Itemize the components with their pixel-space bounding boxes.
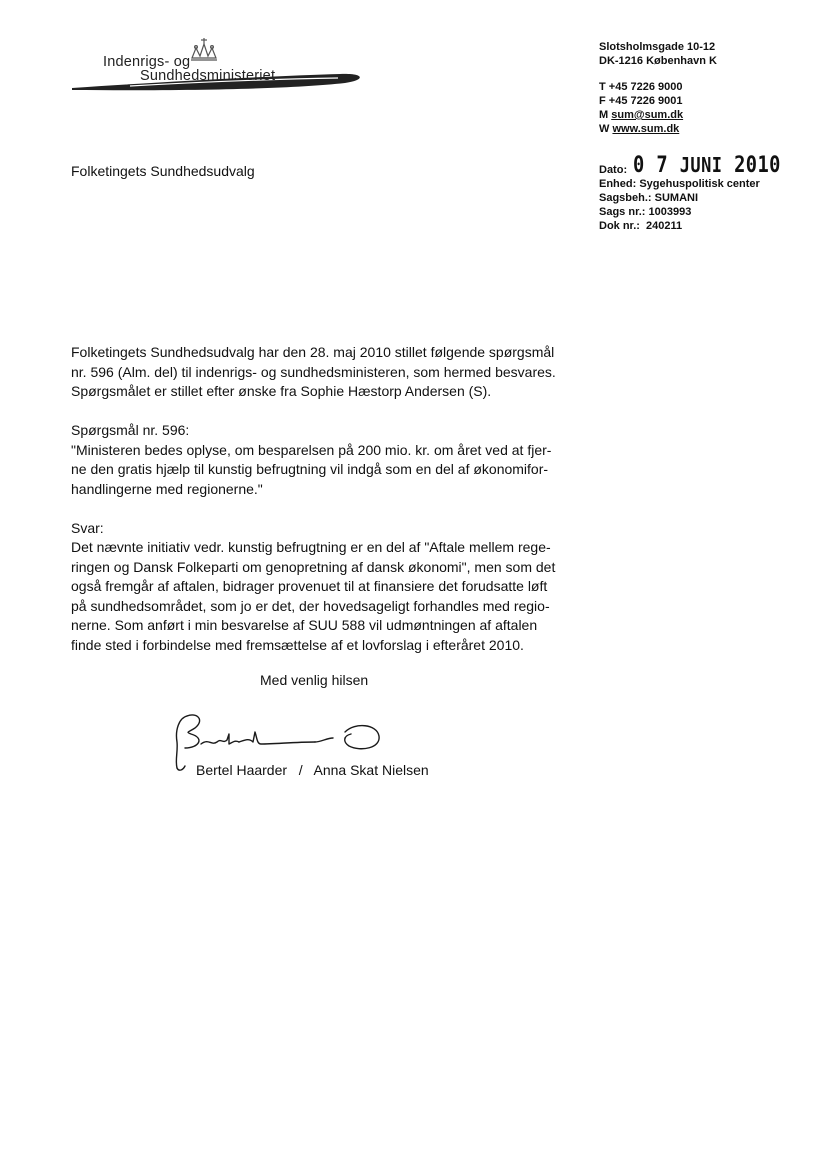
document-meta bbox=[599, 153, 807, 233]
intro-paragraph bbox=[71, 343, 571, 402]
recipient: Folketingets Sundhedsudvalg bbox=[71, 163, 255, 179]
contact-mail-link[interactable]: sum@sum.dk bbox=[611, 109, 684, 121]
date-label: Dato: bbox=[599, 164, 628, 176]
answer-line: også fremgår af aftalen, bidrager provenuet til at finansiere det forudsatte løft bbox=[71, 578, 548, 594]
question-line: "Ministeren bedes oplyse, om besparelsen på 200 mio. kr. om året ved at fjer- bbox=[71, 441, 552, 458]
contact-mail-prefix: M bbox=[599, 109, 612, 121]
answer-line: finde sted i forbindelse med fremsættelse af et lovforslag i efteråret 2010. bbox=[71, 636, 524, 653]
date-stamp bbox=[633, 154, 781, 177]
question-line: ne den gratis hjælp til kunstig befrugtning vil indgå som en del af økonomifor- bbox=[71, 461, 549, 477]
logo-text-line1: Indenrigs- og bbox=[103, 54, 191, 70]
date-stamp-month: JUNI bbox=[679, 153, 723, 177]
answer-paragraph bbox=[71, 519, 571, 656]
answer-heading: Svar: bbox=[71, 519, 104, 536]
question-heading: Spørgsmål nr. 596: bbox=[71, 422, 190, 438]
meta-case-number: Sags nr.: 1003993 bbox=[599, 206, 692, 218]
answer-line: Det nævnte initiativ vedr. kunstig befrugtning er en del af "Aftale mellem rege- bbox=[71, 539, 551, 555]
date-row bbox=[599, 153, 807, 177]
contact-web-prefix: W bbox=[599, 123, 613, 135]
answer-line: ringen og Dansk Folkeparti om genopretning af dansk økonomi", men som det bbox=[71, 558, 556, 575]
contact-web-link[interactable]: www.sum.dk bbox=[612, 123, 680, 135]
date-stamp-year: 2010 bbox=[734, 153, 781, 178]
contact-web-row bbox=[599, 122, 717, 136]
answer-line: på sundhedsområdet, som jo er det, der hovedsageligt forhandles med regio- bbox=[71, 597, 550, 614]
question-paragraph bbox=[71, 421, 571, 499]
intro-line: nr. 596 (Alm. del) til indenrigs- og sundhedsministeren, som hermed besvares. bbox=[71, 363, 556, 380]
closing-greeting: Med venlig hilsen bbox=[260, 672, 369, 688]
letter-body bbox=[71, 343, 571, 675]
contact-block bbox=[599, 40, 717, 136]
meta-unit: Enhed: Sygehuspolitisk center bbox=[599, 178, 760, 190]
date-stamp-day: 0 7 bbox=[633, 153, 669, 178]
contact-fax: F +45 7226 9001 bbox=[599, 95, 683, 107]
meta-case-officer: Sagsbeh.: SUMANI bbox=[599, 192, 699, 204]
intro-line: Folketingets Sundhedsudvalg har den 28. maj 2010 stillet følgende spørgsmål bbox=[71, 344, 555, 360]
logo-text-line2: Sundhedsministeriet bbox=[140, 68, 276, 84]
signer-names: Bertel Haarder / Anna Skat Nielsen bbox=[196, 762, 429, 778]
contact-city: DK-1216 København K bbox=[599, 55, 717, 67]
ministry-logo bbox=[70, 36, 370, 96]
answer-line: nerne. Som anført i min besvarelse af SUU 588 vil udmøntningen af aftalen bbox=[71, 617, 538, 633]
contact-street: Slotsholmsgade 10-12 bbox=[599, 41, 716, 53]
contact-phone: T +45 7226 9000 bbox=[599, 81, 683, 93]
contact-mail-row bbox=[599, 108, 717, 122]
intro-line: Spørgsmålet er stillet efter ønske fra Sophie Hæstorp Andersen (S). bbox=[71, 383, 492, 399]
question-line: handlingerne med regionerne." bbox=[71, 480, 263, 497]
meta-doc-number: Dok nr.: 240211 bbox=[599, 220, 683, 232]
